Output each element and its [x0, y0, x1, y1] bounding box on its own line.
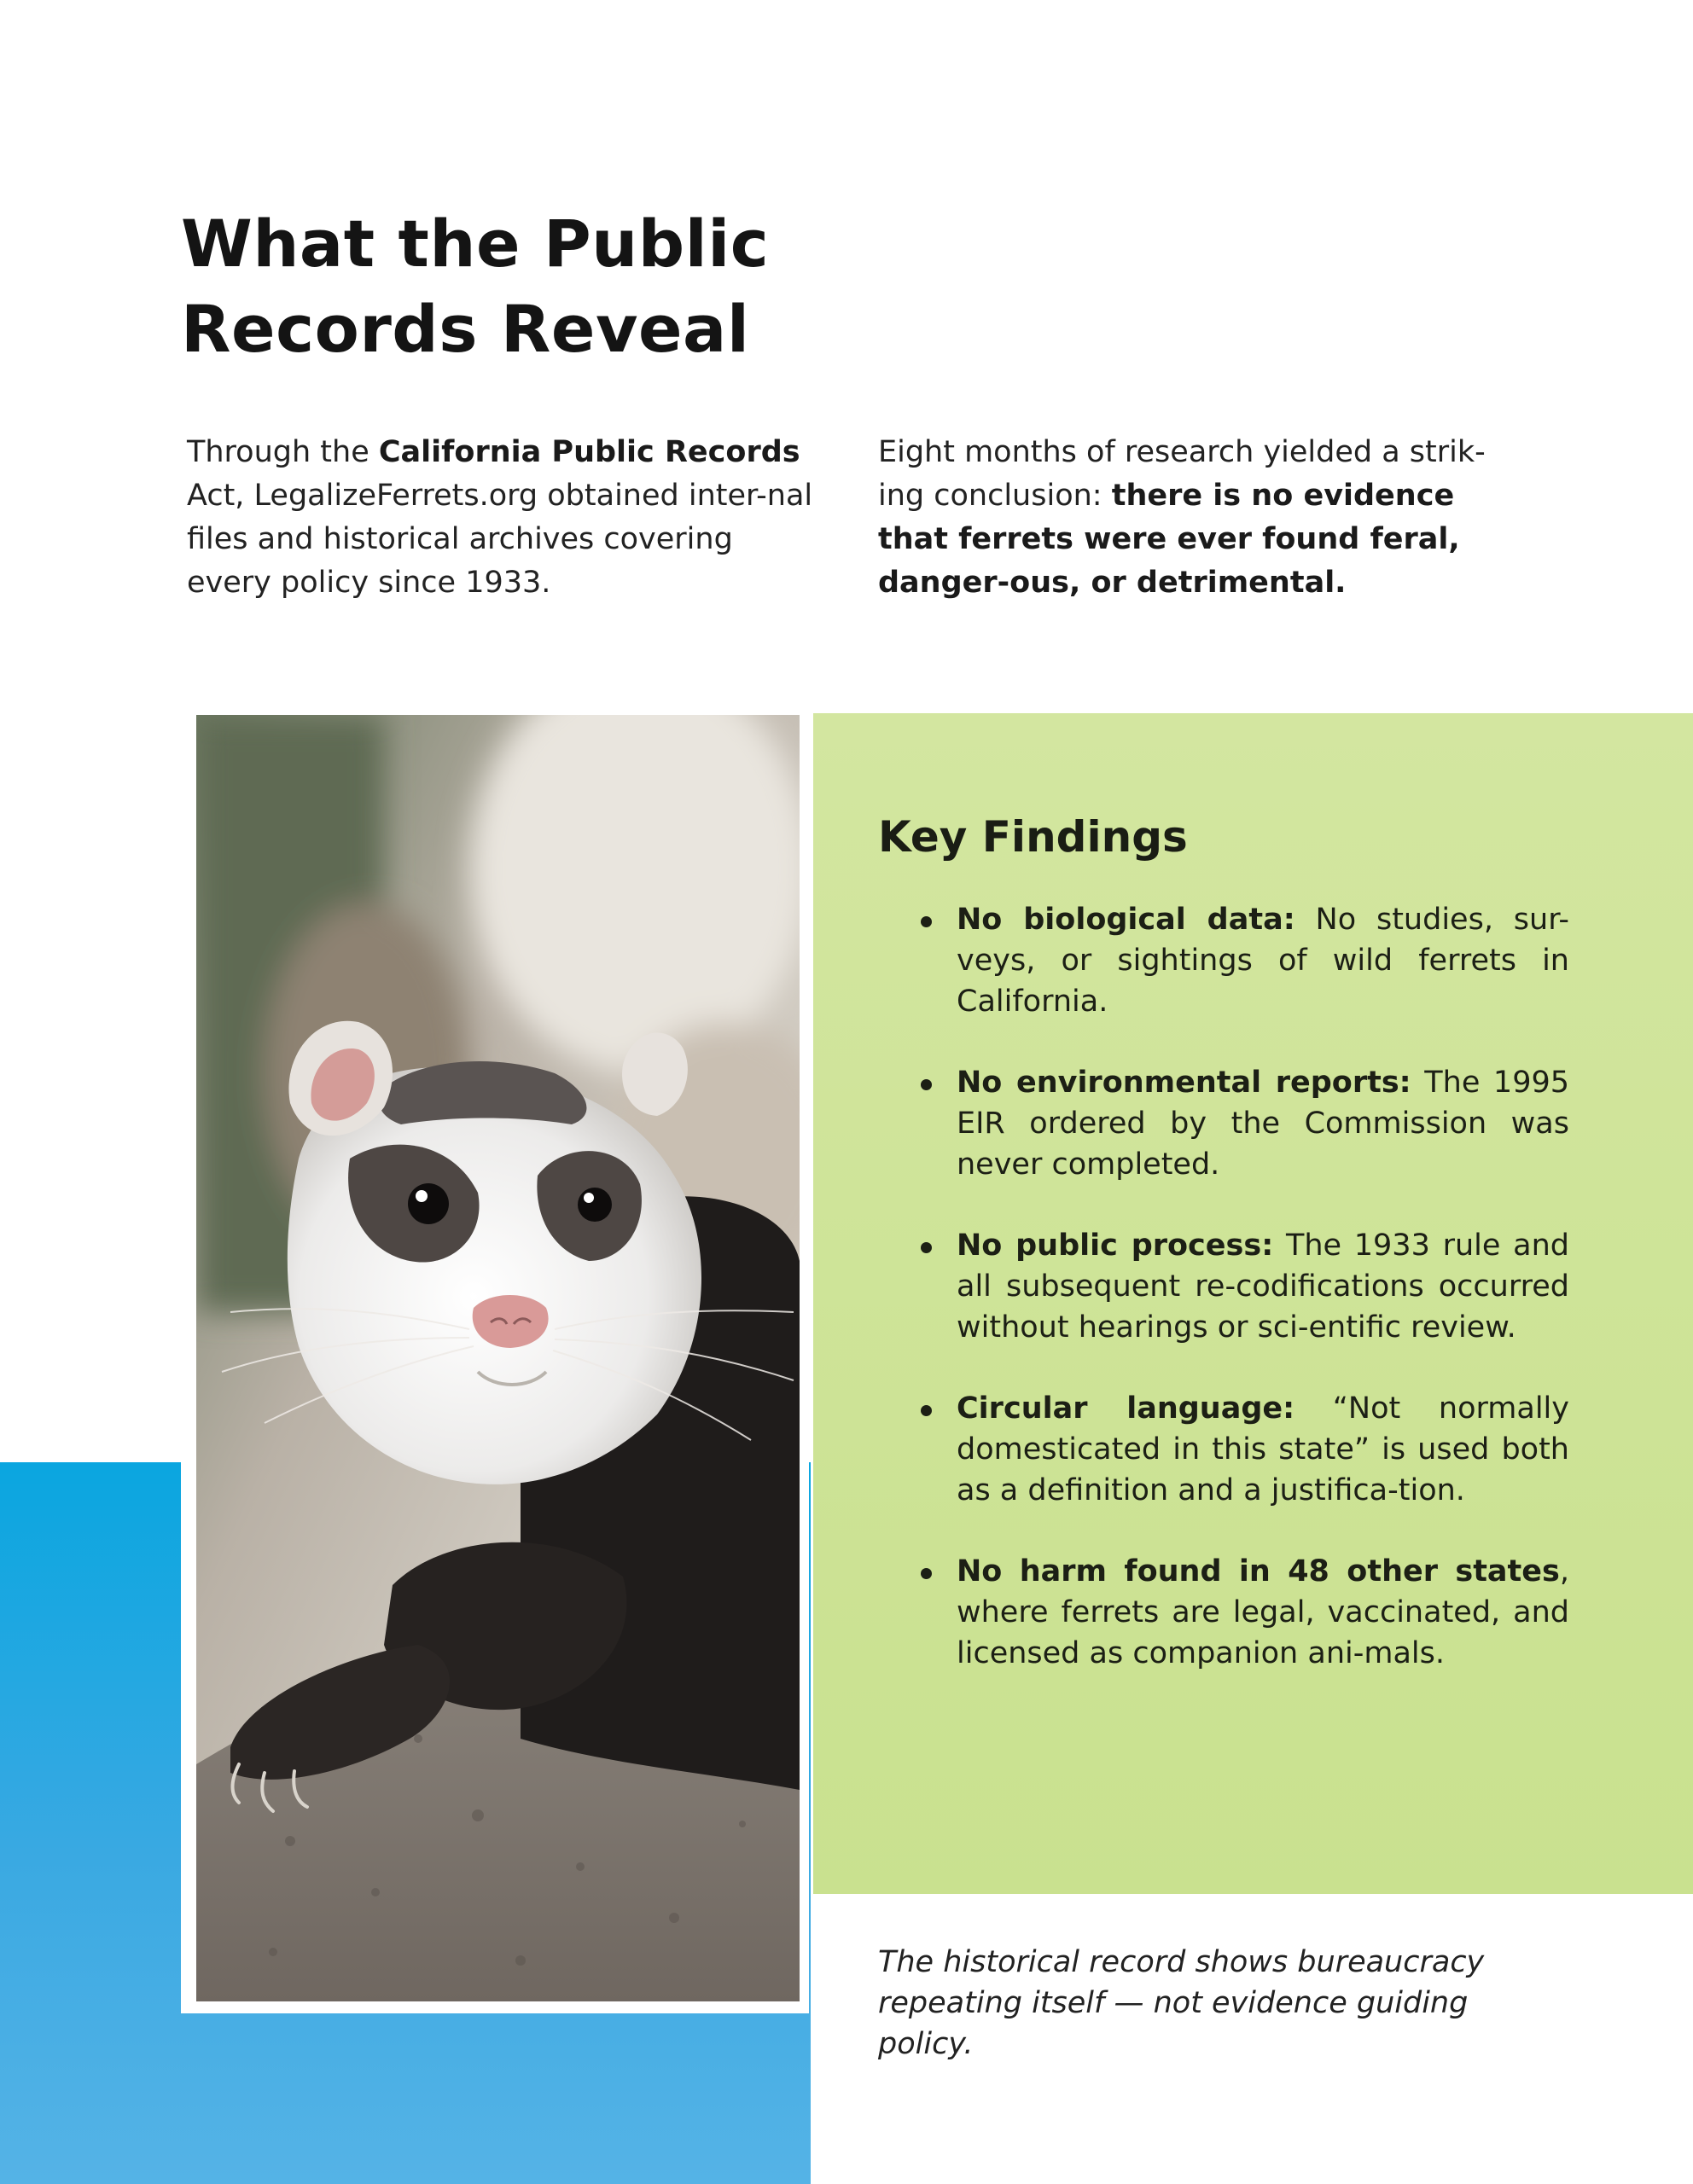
- bullet-icon: [921, 916, 932, 927]
- finding-text: No studies, sur-veys, or sightings of wild ferrets in California.: [957, 903, 1569, 1019]
- finding-label: No public process:: [957, 1228, 1274, 1263]
- intro-right-bold: there is no evidence that ferrets were ever found feral, danger-ous, or detrimental.: [878, 479, 1460, 600]
- finding-label: No environmental reports:: [957, 1066, 1411, 1100]
- key-findings-list: [878, 899, 1569, 1714]
- key-findings-title: Key Findings: [878, 812, 1188, 862]
- bullet-icon: [921, 1079, 932, 1090]
- finding-item: [878, 1388, 1569, 1511]
- finding-text: , where ferrets are legal, vaccinated, and licensed as companion ani-mals.: [957, 1554, 1569, 1670]
- intro-right-text-before: Eight months of research yielded a strik-ing conclusion:: [878, 435, 1486, 513]
- finding-text: The 1933 rule and all subsequent re-codifications occurred without hearings or sci-entific review.: [957, 1228, 1569, 1345]
- bullet-icon: [921, 1242, 932, 1253]
- bullet-icon: [921, 1568, 932, 1579]
- finding-label: No harm found in 48 other states: [957, 1554, 1560, 1589]
- finding-label: No biological data:: [957, 903, 1295, 937]
- page-title-line2: Records Reveal: [181, 291, 750, 367]
- finding-item: [878, 1551, 1569, 1674]
- intro-left-paragraph: [187, 431, 823, 605]
- finding-item: [878, 1225, 1569, 1348]
- key-findings-panel: [813, 713, 1693, 1894]
- finding-text: “Not normally domesticated in this state” is used both as a definition and a justifica-tion.: [957, 1391, 1569, 1507]
- closing-statement: The historical record shows bureaucracy repeating itself — not evidence guiding policy.: [878, 1945, 1485, 2061]
- page-title-line1: What the Public: [181, 206, 770, 282]
- intro-left-text-before: Through the: [187, 435, 379, 469]
- intro-left-text-after: Act, LegalizeFerrets.org obtained inter-nal files and historical archives covering every policy since 1933.: [187, 479, 813, 600]
- bullet-icon: [921, 1405, 932, 1416]
- finding-item: [878, 1062, 1569, 1185]
- intro-left-bold: California Public Records: [378, 435, 800, 469]
- page-title: [181, 201, 949, 372]
- ferret-photo: [196, 715, 800, 2001]
- finding-item: [878, 899, 1569, 1022]
- finding-text: The 1995 EIR ordered by the Commission was never completed.: [957, 1066, 1569, 1182]
- intro-right-paragraph: [878, 431, 1514, 605]
- finding-label: Circular language:: [957, 1391, 1295, 1426]
